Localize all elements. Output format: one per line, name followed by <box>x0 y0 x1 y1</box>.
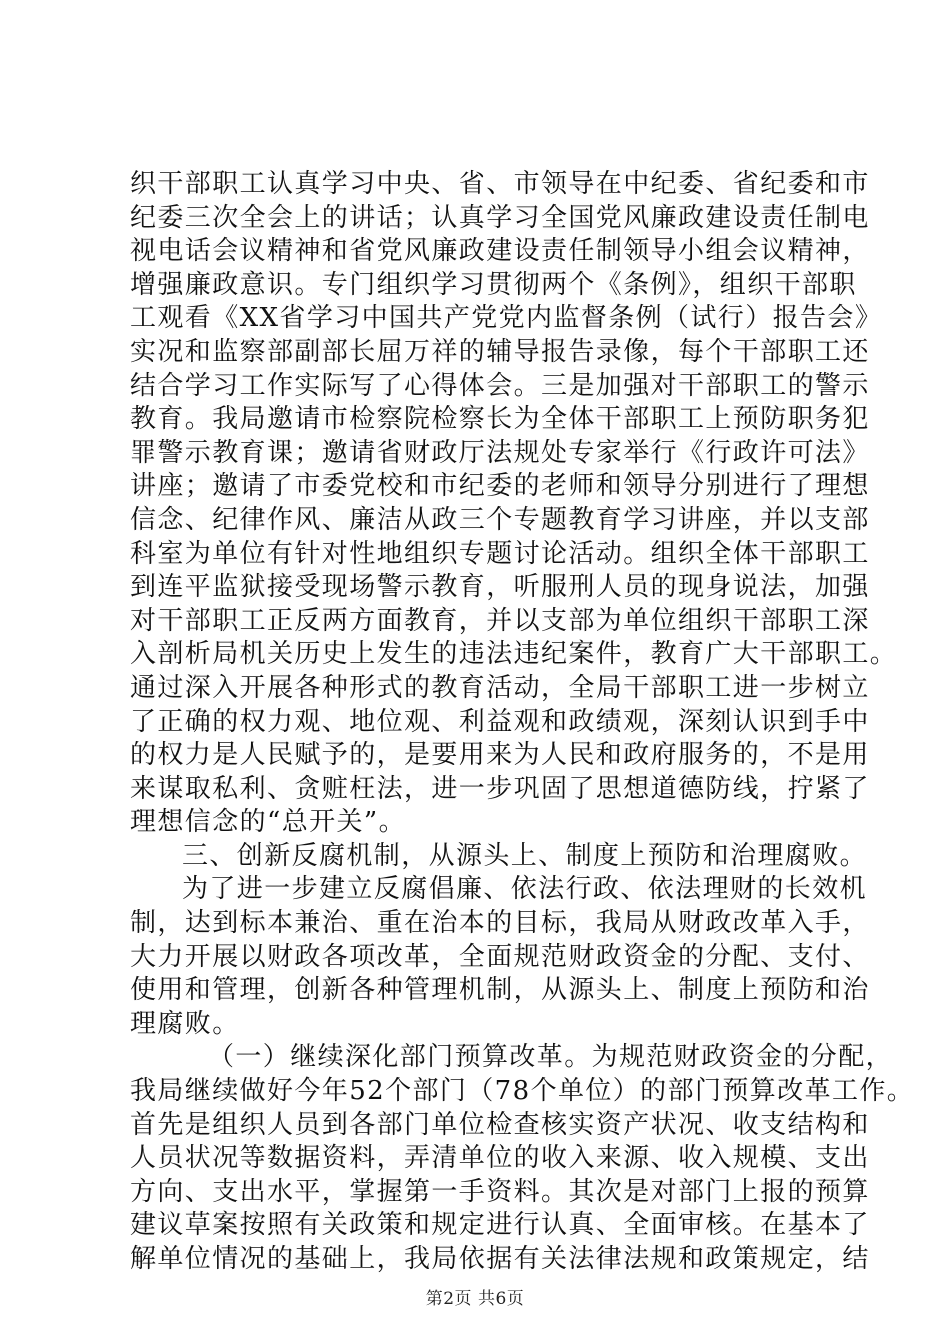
page-number-footer: 第2页 共6页 <box>425 1289 525 1309</box>
text-line: 理腐败。 <box>130 1008 240 1039</box>
text-line: 来谋取私利、贪赃枉法，进一步巩固了思想道德防线，拧紧了 <box>130 773 870 804</box>
text-line: 使用和管理，创新各种管理机制，从源头上、制度上预防和治 <box>130 975 870 1006</box>
text-line: 信念、纪律作风、廉洁从政三个专题教育学习讲座，并以支部 <box>130 504 870 535</box>
text-line: 的权力是人民赋予的，是要用来为人民和政府服务的，不是用 <box>130 740 870 771</box>
text-line: 首先是组织人员到各部门单位检查核实资产状况、收支结构和 <box>130 1109 870 1140</box>
subsection-heading: （一）继续深化部门预算改革。为规范财政资金的分配， <box>208 1042 894 1073</box>
text-line: 罪警示教育课；邀请省财政厅法规处专家举行《行政许可法》 <box>130 437 870 468</box>
text-line: 了正确的权力观、地位观、利益观和政绩观，深刻认识到手中 <box>130 706 870 737</box>
text-line: 通过深入开展各种形式的教育活动，全局干部职工进一步树立 <box>130 672 870 703</box>
text-line: 到连平监狱接受现场警示教育，听服刑人员的现身说法，加强 <box>130 572 870 603</box>
text-line: 为了进一步建立反腐倡廉、依法行政、依法理财的长效机 <box>182 874 868 905</box>
text-line: 实况和监察部副部长屈万祥的辅导报告录像，每个干部职工还 <box>130 336 870 367</box>
text-line: 织干部职工认真学习中央、省、市领导在中纪委、省纪委和市 <box>130 169 870 199</box>
text-line: 我局继续做好今年52个部门（78个单位）的部门预算改革工作。 <box>130 1076 915 1107</box>
document-body <box>130 168 915 1277</box>
text-line: 大力开展以财政各项改革，全面规范财政资金的分配、支付、 <box>130 941 870 972</box>
text-line: 入剖析局机关历史上发生的违法违纪案件，教育广大干部职工。 <box>130 639 898 670</box>
text-line: 结合学习工作实际写了心得体会。三是加强对干部职工的警示 <box>130 370 870 401</box>
text-line: 理想信念的“总开关”。 <box>130 807 406 838</box>
text-line: 解单位情况的基础上，我局依据有关法律法规和政策规定，结 <box>130 1244 870 1274</box>
text-line: 教育。我局邀请市检察院检察长为全体干部职工上预防职务犯 <box>130 404 870 435</box>
text-line: 建议草案按照有关政策和规定进行认真、全面审核。在基本了 <box>130 1210 870 1241</box>
text-line: 工观看《XX省学习中国共产党党内监督条例（试行）报告会》 <box>130 303 883 334</box>
text-line: 科室为单位有针对性地组织专题讨论活动。组织全体干部职工 <box>130 538 870 569</box>
text-line: 增强廉政意识。专门组织学习贯彻两个《条例》，组织干部职 <box>130 269 857 300</box>
section-heading: 三、创新反腐机制，从源头上、制度上预防和治理腐败。 <box>182 840 868 871</box>
text-line: 对干部职工正反两方面教育，并以支部为单位组织干部职工深 <box>130 605 870 636</box>
text-line: 人员状况等数据资料，弄清单位的收入来源、收入规模、支出 <box>130 1143 870 1174</box>
text-line: 制，达到标本兼治、重在治本的目标，我局从财政改革入手， <box>130 908 870 939</box>
text-line: 纪委三次全会上的讲话；认真学习全国党风廉政建设责任制电 <box>130 202 870 233</box>
text-line: 讲座；邀请了市委党校和市纪委的老师和领导分别进行了理想 <box>130 471 870 502</box>
text-line: 方向、支出水平，掌握第一手资料。其次是对部门上报的预算 <box>130 1176 870 1207</box>
text-line: 视电话会议精神和省党风廉政建设责任制领导小组会议精神， <box>130 236 870 267</box>
